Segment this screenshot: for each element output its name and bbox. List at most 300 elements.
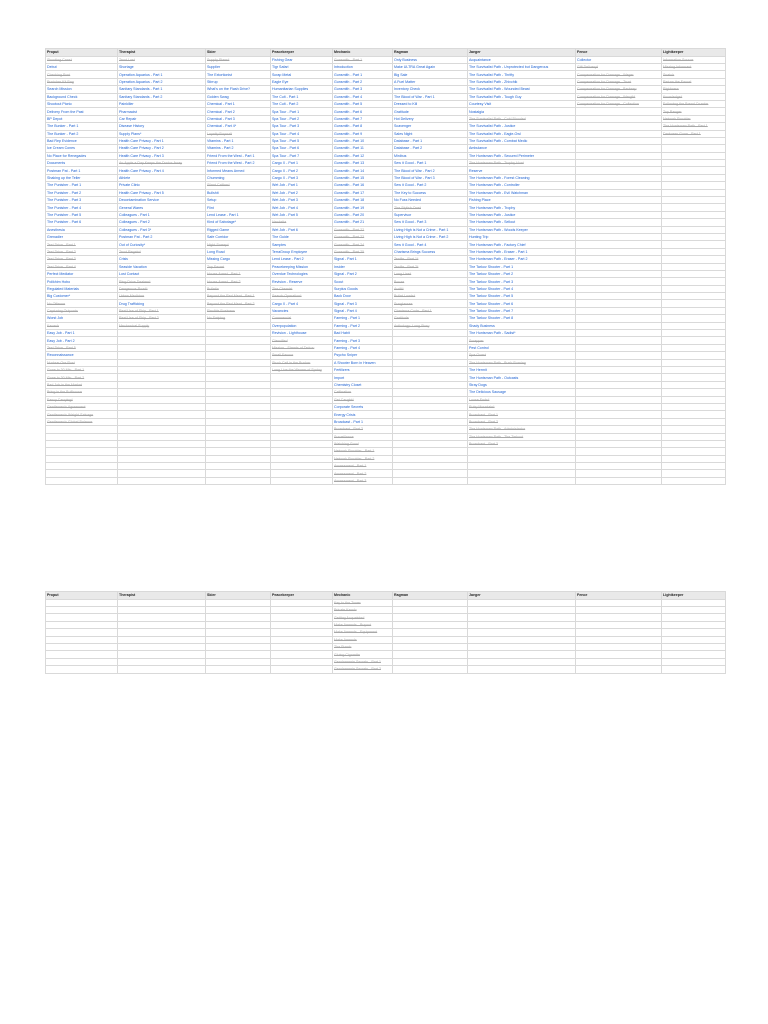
quest-cell-completed[interactable]: Real Use of Ship - Part 1: [118, 307, 206, 314]
quest-cell-completed[interactable]: Make Amends - Buyout: [333, 621, 393, 628]
quest-cell[interactable]: Crisis: [118, 256, 206, 263]
quest-cell-completed[interactable]: Loyalty Buyout*: [206, 130, 271, 137]
quest-cell[interactable]: Fertilizers: [333, 367, 393, 374]
quest-cell[interactable]: The Bunker - Part 1: [46, 123, 118, 130]
quest-cell[interactable]: Revision - Lighthouse: [271, 330, 333, 337]
quest-cell[interactable]: Bad Habit: [333, 330, 393, 337]
quest-cell[interactable]: The Huntsman Path - Justice: [468, 211, 576, 218]
quest-cell-completed[interactable]: Gunsmith - Part 22: [333, 226, 393, 233]
quest-cell[interactable]: Easy Job - Part 1: [46, 330, 118, 337]
quest-cell-completed[interactable]: Small Favour: [271, 352, 333, 359]
quest-cell[interactable]: A Fuel Matter: [393, 78, 468, 85]
quest-cell[interactable]: Sanitary Standards - Part 1: [118, 86, 206, 93]
quest-cell-completed[interactable]: Knowledge*: [662, 93, 726, 100]
quest-cell[interactable]: Regulated Materials: [46, 285, 118, 292]
quest-cell[interactable]: The Punisher - Part 1: [46, 182, 118, 189]
quest-cell[interactable]: TerraGroup Employee: [271, 248, 333, 255]
quest-cell[interactable]: Gunsmith - Part 11: [333, 145, 393, 152]
quest-cell[interactable]: The Cult - Part 1: [271, 93, 333, 100]
column-header[interactable]: Skier: [206, 592, 271, 600]
quest-cell-completed[interactable]: The Survivalist Path - Cold Blooded: [468, 115, 576, 122]
quest-cell[interactable]: Scout: [333, 278, 393, 285]
column-header[interactable]: Ragman: [393, 49, 468, 57]
quest-cell[interactable]: Ice Cream Cones: [46, 145, 118, 152]
quest-cell[interactable]: Delivery From the Past: [46, 108, 118, 115]
quest-cell[interactable]: Sew it Good - Part 3: [393, 219, 468, 226]
quest-cell[interactable]: Gunsmith - Part 20: [333, 211, 393, 218]
quest-cell[interactable]: Painkiller: [118, 100, 206, 107]
quest-cell[interactable]: Missing Cargo: [206, 256, 271, 263]
quest-cell[interactable]: Wet Job - Part 5: [271, 211, 333, 218]
quest-cell-completed[interactable]: The Huntsman Path - Bush Burning: [468, 359, 576, 366]
quest-cell-completed[interactable]: Trust Lost: [118, 56, 206, 63]
quest-cell-completed[interactable]: Rigidness: [662, 86, 726, 93]
column-header[interactable]: Jaeger: [468, 49, 576, 57]
quest-cell-completed[interactable]: Gendarmerie Secrets - Part 1: [333, 658, 393, 665]
quest-cell[interactable]: Gunsmith - Part 7: [333, 115, 393, 122]
quest-cell[interactable]: Hunting Trip: [468, 233, 576, 240]
quest-cell-completed[interactable]: Network Provider - Part 2: [333, 455, 393, 462]
quest-cell[interactable]: Cargo X - Part 2: [271, 167, 333, 174]
quest-cell[interactable]: The Huntsman Path - Sellout: [468, 219, 576, 226]
quest-cell-completed[interactable]: Make Amends - Equipment: [333, 629, 393, 636]
quest-cell-completed[interactable]: Compensation for Damage - Wergild: [576, 93, 662, 100]
quest-cell-completed[interactable]: Long Live the Wearer of Spring: [271, 367, 333, 374]
quest-cell-completed[interactable]: House Arrest - Part 1: [206, 270, 271, 277]
quest-cell-completed[interactable]: Textile - Part 1*: [393, 256, 468, 263]
quest-cell-completed[interactable]: Gentlemen's Weight Salvage: [46, 411, 118, 418]
quest-cell-completed[interactable]: An Apple a Day Keeps the Doctor Away: [118, 160, 206, 167]
quest-cell[interactable]: No Fuss Needed: [393, 197, 468, 204]
quest-cell[interactable]: The Survivalist Path - Unprotected but Dangerous: [468, 63, 576, 70]
quest-cell[interactable]: The Blood of War - Part 2: [393, 167, 468, 174]
quest-cell-completed[interactable]: Following the Bread Crumbs: [662, 100, 726, 107]
quest-cell-completed[interactable]: Gratitude: [393, 315, 468, 322]
quest-cell[interactable]: The Punisher - Part 4: [46, 204, 118, 211]
quest-cell[interactable]: The Bunker - Part 2: [46, 130, 118, 137]
quest-cell[interactable]: Overpopulation: [271, 322, 333, 329]
column-header[interactable]: Proput: [46, 592, 118, 600]
quest-cell[interactable]: Spa Tour - Part 4: [271, 130, 333, 137]
quest-cell[interactable]: The Guide: [271, 233, 333, 240]
quest-cell-completed[interactable]: Compensation for Damage - Barkeep: [576, 86, 662, 93]
quest-cell-completed[interactable]: No Swiping: [206, 315, 271, 322]
quest-cell[interactable]: Shootout Picnic: [46, 100, 118, 107]
quest-cell[interactable]: Colleagues - Part 1: [118, 211, 206, 218]
quest-cell[interactable]: Fishing Gear: [271, 56, 333, 63]
quest-cell[interactable]: Spa Tour - Part 5: [271, 137, 333, 144]
quest-cell[interactable]: The Survivalist Path - Zhivchik: [468, 78, 576, 85]
quest-cell[interactable]: Grenadier: [46, 233, 118, 240]
quest-cell[interactable]: Import: [333, 374, 393, 381]
quest-cell-completed[interactable]: Bring in the Bullhouse: [46, 389, 118, 396]
quest-cell[interactable]: Farming - Part 1: [333, 315, 393, 322]
quest-cell[interactable]: The Huntsman Path - Forest Cleaning: [468, 174, 576, 181]
quest-cell-completed[interactable]: Gluing Cigarette: [333, 651, 393, 658]
quest-cell-completed[interactable]: Night Sweep*: [206, 241, 271, 248]
quest-cell[interactable]: Overdue Technologies: [271, 270, 333, 277]
quest-cell[interactable]: Informed Means Armed: [206, 167, 271, 174]
quest-cell[interactable]: Gunsmith - Part 15: [333, 174, 393, 181]
quest-cell[interactable]: The Huntsman Path - Eraser - Part 2: [468, 256, 576, 263]
quest-cell-completed[interactable]: Loose Ends*: [468, 396, 576, 403]
quest-cell[interactable]: The Tarkov Shooter - Part 7: [468, 307, 576, 314]
column-header[interactable]: Peacekeeper: [271, 49, 333, 57]
quest-cell-completed[interactable]: Broadcast - Part 2: [468, 418, 576, 425]
quest-cell[interactable]: Farming - Part 3: [333, 337, 393, 344]
quest-cell[interactable]: Back Door: [333, 293, 393, 300]
quest-cell-completed[interactable]: Getting Acquainted: [333, 614, 393, 621]
quest-cell-completed[interactable]: Watching Good: [333, 440, 393, 447]
quest-cell[interactable]: Setup: [206, 197, 271, 204]
quest-cell[interactable]: Athlete: [118, 174, 206, 181]
quest-cell[interactable]: Spa Tour - Part 7: [271, 152, 333, 159]
quest-cell-completed[interactable]: Gunsmith - Part 1: [333, 56, 393, 63]
quest-cell[interactable]: Tigr Safari: [271, 63, 333, 70]
quest-cell-completed[interactable]: Classified: [271, 337, 333, 344]
quest-cell[interactable]: Postman Pat - Part 2: [118, 233, 206, 240]
quest-cell[interactable]: Vitamins - Part 1: [206, 137, 271, 144]
quest-cell-completed[interactable]: Kacesh: [46, 322, 118, 329]
quest-cell-completed[interactable]: Flexible Business: [206, 307, 271, 314]
quest-cell[interactable]: Gunsmith - Part 8: [333, 123, 393, 130]
quest-cell[interactable]: The Huntsman Path - Eraser - Part 1: [468, 248, 576, 255]
quest-cell[interactable]: Sales Night: [393, 130, 468, 137]
quest-cell-completed[interactable]: Search Operation*: [271, 293, 333, 300]
quest-cell-completed[interactable]: Test Drive - Part 5: [46, 344, 118, 351]
quest-cell-completed[interactable]: Sunglasses: [393, 300, 468, 307]
quest-cell[interactable]: The Punisher - Part 2: [46, 189, 118, 196]
quest-cell[interactable]: Pharmacist: [118, 108, 206, 115]
quest-cell-completed[interactable]: Gentlemen's Global Balance: [46, 418, 118, 425]
quest-cell-completed[interactable]: Supply Plans*: [206, 56, 271, 63]
quest-cell[interactable]: Lend Lease - Part 2: [271, 256, 333, 263]
column-header[interactable]: Ragman: [393, 592, 468, 600]
quest-cell[interactable]: Surplus Goods: [333, 285, 393, 292]
quest-cell[interactable]: Wet Job - Part 2: [271, 189, 333, 196]
quest-cell[interactable]: Gunsmith - Part 2: [333, 78, 393, 85]
quest-cell[interactable]: Shaking up the Teller: [46, 174, 118, 181]
quest-cell[interactable]: Corporate Secrets: [333, 403, 393, 410]
quest-cell[interactable]: Reconnaissance: [46, 352, 118, 359]
quest-cell-completed[interactable]: Beyond the Red Meat - Part 2: [206, 300, 271, 307]
quest-cell[interactable]: Supplier: [206, 63, 271, 70]
quest-cell-completed[interactable]: Test Drive - Part 1: [46, 241, 118, 248]
quest-cell-completed[interactable]: Missing Informant: [662, 63, 726, 70]
quest-cell[interactable]: Gunsmith - Part 18: [333, 197, 393, 204]
quest-cell[interactable]: The Huntsman Path - Secured Perimeter: [468, 152, 576, 159]
quest-cell-completed[interactable]: The Huntsman Path - Part 1: [662, 123, 726, 130]
quest-cell[interactable]: Gunsmith - Part 17: [333, 189, 393, 196]
quest-cell-completed[interactable]: Nuclear Ore Rust: [46, 359, 118, 366]
quest-cell-completed[interactable]: Test Drive - Part 4: [46, 263, 118, 270]
quest-cell[interactable]: Big Sale: [393, 71, 468, 78]
quest-cell[interactable]: Gunsmith - Part 5: [333, 100, 393, 107]
quest-cell-completed[interactable]: Private Kendo: [333, 606, 393, 613]
quest-cell-completed[interactable]: Surveillance: [333, 433, 393, 440]
quest-cell[interactable]: Signal - Part 3: [333, 300, 393, 307]
quest-cell-completed[interactable]: Mechanical Supply: [118, 322, 206, 329]
quest-cell[interactable]: Rigged Game: [206, 226, 271, 233]
quest-cell-completed[interactable]: Gentlemen's Agreement: [46, 403, 118, 410]
quest-cell[interactable]: Gunsmith - Part 1: [333, 71, 393, 78]
quest-cell[interactable]: The Huntsman Path - Woods Keeper: [468, 226, 576, 233]
quest-cell-completed[interactable]: Calibration: [333, 389, 393, 396]
quest-cell[interactable]: Gunsmith - Part 4: [333, 93, 393, 100]
quest-cell[interactable]: Out of Curiosity*: [118, 241, 206, 248]
quest-cell[interactable]: Living High is Not a Crime - Part 1: [393, 226, 468, 233]
quest-cell[interactable]: Revision - Reserve: [271, 278, 333, 285]
quest-cell-completed[interactable]: Capturing Outposts: [46, 307, 118, 314]
quest-cell[interactable]: Lost Contact: [118, 270, 206, 277]
quest-cell-completed[interactable]: The Stylish One*: [393, 204, 468, 211]
column-header[interactable]: Skier: [206, 49, 271, 57]
quest-cell[interactable]: Background Check: [46, 93, 118, 100]
column-header[interactable]: Mechanic: [333, 592, 393, 600]
quest-cell[interactable]: Supply Plans*: [118, 130, 206, 137]
quest-cell-completed[interactable]: Broadcast - Part 3: [468, 440, 576, 447]
quest-cell[interactable]: The Hermit: [468, 367, 576, 374]
quest-cell[interactable]: Kind of Sabotage*: [206, 219, 271, 226]
quest-cell[interactable]: Psycho Sniper: [333, 352, 393, 359]
quest-cell[interactable]: The Survivalist Path - Thrifty: [468, 71, 576, 78]
quest-cell[interactable]: The Huntsman Path - Outcasts: [468, 374, 576, 381]
quest-cell[interactable]: Disease History: [118, 123, 206, 130]
quest-cell[interactable]: Vitamins - Part 2: [206, 145, 271, 152]
quest-cell-completed[interactable]: Get Caught*: [333, 396, 393, 403]
column-header[interactable]: Proput: [46, 49, 118, 57]
quest-cell[interactable]: Friend From the West - Part 1: [206, 152, 271, 159]
column-header[interactable]: Lightkeeper: [662, 49, 726, 57]
quest-cell-completed[interactable]: The Huntsman Path - The Tarkov*: [468, 433, 576, 440]
quest-cell[interactable]: Chumming: [206, 174, 271, 181]
quest-cell-completed[interactable]: Commercial: [271, 315, 333, 322]
quest-cell[interactable]: Cargo X - Part 1: [271, 160, 333, 167]
quest-cell[interactable]: Golden Swag: [206, 93, 271, 100]
quest-cell-completed[interactable]: Trust Regain*: [118, 248, 206, 255]
quest-cell-completed[interactable]: Make Amends: [333, 636, 393, 643]
column-header[interactable]: Fence: [576, 49, 662, 57]
quest-cell[interactable]: The Tarkov Shooter - Part 8: [468, 315, 576, 322]
quest-cell-completed[interactable]: The Huntsman Path - Administrator: [468, 426, 576, 433]
quest-cell-completed[interactable]: Return the Favor*: [662, 78, 726, 85]
quest-cell[interactable]: Documents: [46, 160, 118, 167]
quest-cell[interactable]: Sanitary Standards - Part 2: [118, 93, 206, 100]
quest-cell[interactable]: The Cult - Part 2: [271, 100, 333, 107]
quest-cell-completed[interactable]: Vendetta: [271, 219, 333, 226]
quest-cell[interactable]: Farming - Part 2: [333, 322, 393, 329]
quest-cell[interactable]: Charisma Brings Success: [393, 248, 468, 255]
quest-cell[interactable]: Stray Dogs: [468, 381, 576, 388]
quest-cell[interactable]: Reserve: [468, 167, 576, 174]
quest-cell[interactable]: Worst Job: [46, 315, 118, 322]
quest-cell[interactable]: Gunsmith - Part 19: [333, 204, 393, 211]
quest-cell-completed[interactable]: Anthology: Long Story: [393, 322, 468, 329]
quest-cell[interactable]: The Punisher - Part 5: [46, 211, 118, 218]
quest-cell[interactable]: The Tarkov Shooter - Part 2: [468, 270, 576, 277]
quest-cell[interactable]: Shady Business: [468, 322, 576, 329]
quest-cell[interactable]: Gunsmith - Part 9: [333, 130, 393, 137]
quest-cell[interactable]: Search Mission: [46, 86, 118, 93]
quest-cell[interactable]: Gunsmith - Part 13: [333, 160, 393, 167]
quest-cell[interactable]: Operation Aquarius - Part 1: [118, 71, 206, 78]
column-header[interactable]: Lightkeeper: [662, 592, 726, 600]
quest-cell-completed[interactable]: Shooting Cans*: [46, 56, 118, 63]
column-header[interactable]: Peacekeeper: [271, 592, 333, 600]
quest-cell[interactable]: Lend Lease - Part 1: [206, 211, 271, 218]
quest-cell[interactable]: The Tarkov Shooter - Part 1: [468, 263, 576, 270]
quest-cell-completed[interactable]: Urban Medicine: [118, 293, 206, 300]
quest-cell[interactable]: Fishing Place: [468, 197, 576, 204]
quest-cell[interactable]: Living High is Not a Crime - Part 2: [393, 233, 468, 240]
quest-cell[interactable]: Courtesy Visit: [468, 100, 576, 107]
quest-cell-completed[interactable]: Key to the Tower: [333, 599, 393, 606]
quest-cell[interactable]: Pest Control: [468, 344, 576, 351]
quest-cell[interactable]: Sew it Good - Part 2: [393, 182, 468, 189]
quest-cell[interactable]: The Survivalist Path - Eagle-Owl: [468, 130, 576, 137]
quest-cell[interactable]: Colleagues - Part 2: [118, 219, 206, 226]
quest-cell[interactable]: Health Care Privacy - Part 5: [118, 189, 206, 196]
quest-cell-completed[interactable]: Audit*: [393, 285, 468, 292]
quest-cell[interactable]: The Punisher - Part 6: [46, 219, 118, 226]
quest-cell[interactable]: Make ULTRA Great Again: [393, 63, 468, 70]
quest-cell[interactable]: Drug Trafficking: [118, 300, 206, 307]
quest-cell-completed[interactable]: Bad Job in the Market: [46, 381, 118, 388]
quest-cell-completed[interactable]: No Offense: [46, 300, 118, 307]
quest-cell[interactable]: Friend From the West - Part 2: [206, 160, 271, 167]
quest-cell[interactable]: Farming - Part 4: [333, 344, 393, 351]
quest-cell[interactable]: Signal - Part 1: [333, 256, 393, 263]
quest-cell-completed[interactable]: Compensation for Damage - Trust: [576, 78, 662, 85]
quest-cell-completed[interactable]: Broadcast - Part 2: [333, 426, 393, 433]
quest-cell[interactable]: Anesthesia: [46, 226, 118, 233]
quest-cell-completed[interactable]: Gift Delivery*: [576, 63, 662, 70]
quest-cell[interactable]: Signal - Part 4: [333, 307, 393, 314]
quest-cell[interactable]: Safe Corridor: [206, 233, 271, 240]
quest-cell[interactable]: The Tarkov Shooter - Part 5: [468, 293, 576, 300]
quest-cell-completed[interactable]: Darkness Gone - Part 1: [662, 130, 726, 137]
quest-cell-completed[interactable]: Gunsmith - Part 25: [333, 248, 393, 255]
quest-cell[interactable]: Hot Delivery: [393, 115, 468, 122]
quest-cell[interactable]: The Tarkov Shooter - Part 3: [468, 278, 576, 285]
quest-cell[interactable]: Chemical - Part 2: [206, 108, 271, 115]
quest-cell-completed[interactable]: The Huntsman Path - Trophy Hunt: [468, 160, 576, 167]
quest-cell[interactable]: Energy Crisis: [333, 411, 393, 418]
quest-cell[interactable]: Samples: [271, 241, 333, 248]
quest-cell[interactable]: Health Care Privacy - Part 1: [118, 137, 206, 144]
column-header[interactable]: Fence: [576, 592, 662, 600]
column-header[interactable]: Therapist: [118, 49, 206, 57]
quest-cell-completed[interactable]: Mission - Streets of Tarkov: [271, 344, 333, 351]
quest-cell-completed[interactable]: Long Line*: [393, 270, 468, 277]
quest-cell-completed[interactable]: Assessment - Part 2: [333, 470, 393, 477]
quest-cell[interactable]: The Tarkov Shooter - Part 4: [468, 285, 576, 292]
quest-cell[interactable]: The Blood of War - Part 3: [393, 174, 468, 181]
quest-cell-completed[interactable]: Compensation for Damage - Collection: [576, 100, 662, 107]
quest-cell-completed[interactable]: Top Ranger: [662, 108, 726, 115]
quest-cell[interactable]: The Huntsman Path - Trophy: [468, 204, 576, 211]
quest-cell-completed[interactable]: Gendarmerie Secrets - Part 2: [333, 666, 393, 673]
quest-cell-completed[interactable]: Information Source: [662, 56, 726, 63]
quest-cell[interactable]: Database - Part 1: [393, 137, 468, 144]
quest-cell[interactable]: Only Business: [393, 56, 468, 63]
quest-cell[interactable]: Chemical - Part 1: [206, 100, 271, 107]
quest-cell[interactable]: Wet Job - Part 3: [271, 197, 333, 204]
quest-cell-completed[interactable]: Gone in 30 Min - Part 2: [46, 374, 118, 381]
quest-cell[interactable]: Peacekeeping Mission: [271, 263, 333, 270]
quest-cell[interactable]: Spa Tour - Part 1: [271, 108, 333, 115]
quest-cell[interactable]: Introduction: [333, 63, 393, 70]
quest-cell[interactable]: Humanitarian Supplies: [271, 86, 333, 93]
quest-cell[interactable]: Vacancies: [271, 307, 333, 314]
quest-cell-completed[interactable]: Textile - Part 2*: [393, 263, 468, 270]
quest-cell[interactable]: The Extortionist: [206, 71, 271, 78]
quest-cell[interactable]: Gunsmith - Part 6: [333, 108, 393, 115]
quest-cell[interactable]: The Tarkov Shooter - Part 6: [468, 300, 576, 307]
quest-cell-completed[interactable]: Bulletin: [206, 285, 271, 292]
quest-cell-completed[interactable]: Compensation for Damage - Wager: [576, 71, 662, 78]
quest-cell[interactable]: Eagle Eye: [271, 78, 333, 85]
quest-cell[interactable]: Seaside Vacation: [118, 263, 206, 270]
quest-cell[interactable]: Gunsmith - Part 3: [333, 86, 393, 93]
quest-cell[interactable]: Health Care Privacy - Part 2: [118, 145, 206, 152]
quest-cell-completed[interactable]: Gunsmith - Part 23: [333, 233, 393, 240]
quest-cell[interactable]: Bullshit: [206, 189, 271, 196]
quest-cell[interactable]: A Shooter Born in Heaven: [333, 359, 393, 366]
quest-cell-completed[interactable]: House Arrest - Part 2: [206, 278, 271, 285]
quest-cell[interactable]: The Huntsman Path - Evil Watchman: [468, 189, 576, 196]
quest-cell[interactable]: The Survivalist Path - Wounded Beast: [468, 86, 576, 93]
quest-cell-completed[interactable]: Network Provider - Part 1: [333, 448, 393, 455]
quest-cell-completed[interactable]: Beyond the Red Meat - Part 1: [206, 293, 271, 300]
quest-cell[interactable]: Cargo X - Part 3: [271, 174, 333, 181]
quest-cell[interactable]: Stirrup: [206, 78, 271, 85]
quest-cell[interactable]: Big Customer*: [46, 293, 118, 300]
quest-cell[interactable]: Minibus: [393, 152, 468, 159]
quest-cell-completed[interactable]: Fancy Carrying*: [46, 396, 118, 403]
column-header[interactable]: Mechanic: [333, 49, 393, 57]
quest-cell[interactable]: The Huntsman Path - Controller: [468, 182, 576, 189]
quest-cell[interactable]: Chemical - Part 4*: [206, 123, 271, 130]
quest-cell[interactable]: Postman Pat - Part 1: [46, 167, 118, 174]
quest-cell[interactable]: Insider: [333, 263, 393, 270]
quest-cell[interactable]: Perfect Mediator: [46, 270, 118, 277]
quest-cell[interactable]: Dressed to Kill: [393, 100, 468, 107]
quest-cell[interactable]: Easy Job - Part 2: [46, 337, 118, 344]
quest-cell-completed[interactable]: Assessment - Part 1: [333, 463, 393, 470]
quest-cell-completed[interactable]: Charisma Code - Part 1: [393, 307, 468, 314]
quest-cell-completed[interactable]: Gone in 30 Min - Part 1: [46, 367, 118, 374]
quest-cell[interactable]: Gratitude: [393, 108, 468, 115]
quest-cell[interactable]: The Survivalist Path - Justice: [468, 123, 576, 130]
quest-cell[interactable]: The Huntsman Path - Factory Chief: [468, 241, 576, 248]
quest-cell-completed[interactable]: The Chemist: [271, 285, 333, 292]
quest-cell[interactable]: Gunsmith - Part 21: [333, 219, 393, 226]
quest-cell[interactable]: Database - Part 2: [393, 145, 468, 152]
quest-cell-completed[interactable]: Top Secret: [206, 263, 271, 270]
quest-cell-completed[interactable]: Booze: [393, 278, 468, 285]
quest-cell-completed[interactable]: Assessment - Part 3: [333, 477, 393, 484]
quest-cell[interactable]: What's on the Flash Drive?: [206, 86, 271, 93]
quest-cell[interactable]: Sew it Good - Part 1: [393, 160, 468, 167]
quest-cell[interactable]: Wet Job - Part 6: [271, 226, 333, 233]
quest-cell[interactable]: Wet Job - Part 1: [271, 182, 333, 189]
quest-cell[interactable]: Chemistry Closet: [333, 381, 393, 388]
quest-cell[interactable]: Signal - Part 2: [333, 270, 393, 277]
quest-cell[interactable]: Decontamination Service: [118, 197, 206, 204]
quest-cell-completed[interactable]: Broadcast - Part 1: [468, 411, 576, 418]
quest-cell[interactable]: Scrap Metal: [271, 71, 333, 78]
